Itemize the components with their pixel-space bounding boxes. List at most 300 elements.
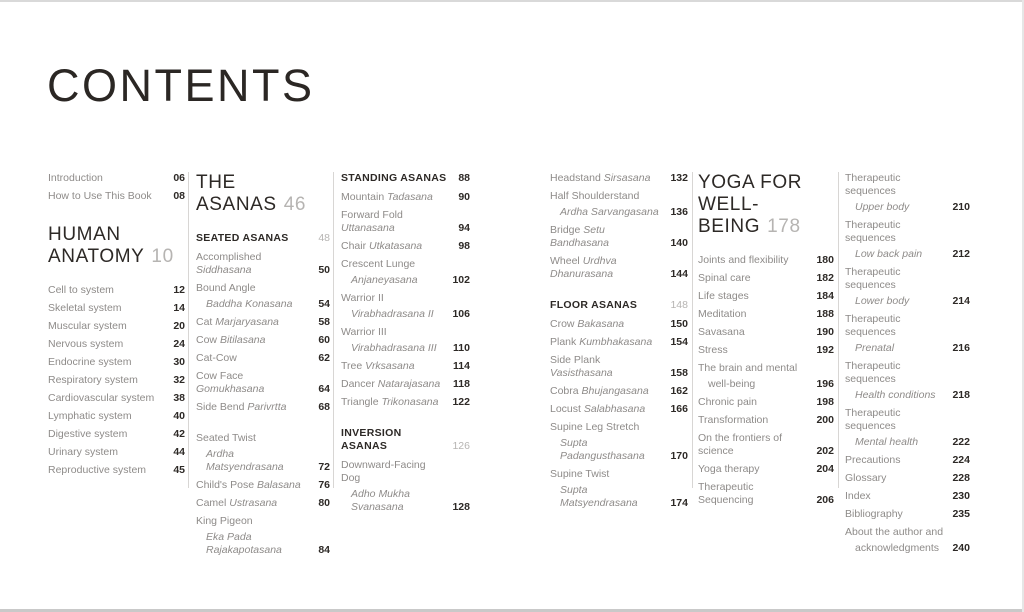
spacer bbox=[341, 414, 470, 427]
toc-entry-line: Bridge Setu Bandhasana bbox=[550, 224, 609, 249]
page-number: 38 bbox=[173, 392, 185, 404]
toc-entry-line: Joints and flexibility bbox=[698, 254, 789, 266]
toc-entry-subline: acknowledgments bbox=[855, 542, 940, 554]
toc-entry-line: Cell to system bbox=[48, 284, 114, 296]
toc-entry-line: Spinal care bbox=[698, 272, 751, 284]
page-number: 24 bbox=[173, 338, 185, 350]
page-number: 188 bbox=[816, 308, 834, 320]
toc-entry bbox=[48, 338, 185, 351]
toc-entry bbox=[550, 172, 688, 185]
toc-entry-text bbox=[698, 290, 810, 303]
toc-entry bbox=[341, 209, 470, 235]
toc-entry-text bbox=[845, 313, 946, 355]
toc-entry-line: Glossary bbox=[845, 472, 887, 484]
toc-entry bbox=[550, 421, 688, 463]
toc-entry-text bbox=[196, 282, 312, 311]
toc-entry bbox=[48, 190, 185, 203]
toc-column-4 bbox=[550, 172, 688, 515]
toc-entry-line: Chair Utkatasana bbox=[341, 240, 423, 252]
toc-entry-subline: Adho Mukha Svanasana bbox=[351, 488, 410, 513]
toc-entry-text bbox=[698, 396, 810, 409]
page-number: 48 bbox=[318, 232, 330, 244]
section-heading bbox=[698, 172, 834, 238]
toc-entry bbox=[196, 401, 330, 414]
toc-entry bbox=[341, 191, 470, 204]
page-title: CONTENTS bbox=[47, 60, 315, 111]
toc-entry-line: Nervous system bbox=[48, 338, 124, 350]
toc-entry-line: Bound Angle bbox=[196, 282, 256, 294]
toc-entry-line: Side Plank Vasisthasana bbox=[550, 354, 613, 379]
toc-entry bbox=[341, 459, 470, 514]
page-number: 44 bbox=[173, 446, 185, 458]
toc-entry bbox=[845, 490, 970, 503]
toc-entry-line: Crescent Lunge bbox=[341, 258, 416, 270]
page-number: 212 bbox=[952, 248, 970, 260]
toc-entry-line: Triangle Trikonasana bbox=[341, 396, 439, 408]
toc-entry-line: On the frontiers of science bbox=[698, 432, 783, 457]
toc-column-5 bbox=[698, 172, 834, 512]
section-heading bbox=[196, 172, 330, 216]
page-number: 90 bbox=[458, 191, 470, 203]
page-number: 58 bbox=[318, 316, 330, 328]
toc-entry-text bbox=[845, 472, 946, 485]
toc-subheading bbox=[341, 427, 470, 453]
page-number: 08 bbox=[173, 190, 185, 202]
toc-entry bbox=[341, 396, 470, 409]
toc-column-1 bbox=[48, 172, 185, 482]
toc-entry bbox=[341, 360, 470, 373]
toc-entry bbox=[845, 219, 970, 261]
toc-entry-subline: Low back pain bbox=[855, 248, 923, 260]
toc-entry bbox=[196, 497, 330, 510]
page-number: 200 bbox=[816, 414, 834, 426]
toc-entry-text bbox=[48, 190, 167, 203]
section-page-number: 46 bbox=[283, 194, 307, 215]
toc-entry bbox=[845, 454, 970, 467]
toc-subheading bbox=[341, 172, 470, 185]
toc-entry-line: Index bbox=[845, 490, 871, 502]
page-number: 204 bbox=[816, 463, 834, 475]
toc-entry-line: Therapeutic sequences bbox=[845, 219, 901, 244]
toc-entry bbox=[698, 272, 834, 285]
toc-entry-text bbox=[845, 266, 946, 308]
toc-entry-subline: Supta Matsyendrasana bbox=[560, 484, 638, 509]
toc-entry bbox=[698, 326, 834, 339]
toc-entry-line: Digestive system bbox=[48, 428, 128, 440]
toc-entry-line: Child's Pose Balasana bbox=[196, 479, 301, 491]
toc-entry-line: Camel Ustrasana bbox=[196, 497, 278, 509]
toc-entry-text bbox=[698, 344, 810, 357]
toc-entry-text bbox=[48, 374, 167, 387]
toc-entry bbox=[341, 240, 470, 253]
page-number: 180 bbox=[816, 254, 834, 266]
toc-entry-subline: Ardha Sarvangasana bbox=[560, 206, 659, 218]
toc-entry bbox=[196, 515, 330, 557]
page-number: 144 bbox=[670, 268, 688, 280]
toc-entry-line: Therapeutic sequences bbox=[845, 313, 901, 338]
toc-entry-text bbox=[550, 421, 664, 463]
page-number: 88 bbox=[458, 172, 470, 184]
toc-entry-line: Muscular system bbox=[48, 320, 127, 332]
toc-entry-line: Lymphatic system bbox=[48, 410, 132, 422]
page-number: 14 bbox=[173, 302, 185, 314]
toc-entry bbox=[196, 251, 330, 277]
toc-column-2 bbox=[196, 172, 330, 562]
toc-entry bbox=[845, 172, 970, 214]
toc-entry bbox=[196, 479, 330, 492]
toc-entry bbox=[698, 254, 834, 267]
toc-entry-text bbox=[196, 352, 312, 365]
toc-entry-text bbox=[550, 172, 664, 185]
toc-entry-subline: Upper body bbox=[855, 201, 910, 213]
toc-entry bbox=[845, 407, 970, 449]
toc-entry-line: Half Shoulderstand bbox=[550, 190, 640, 202]
toc-entry-text bbox=[845, 490, 946, 503]
toc-entry-subline: Supta Padangusthasana bbox=[560, 437, 645, 462]
page-number: 45 bbox=[173, 464, 185, 476]
toc-entry-line: Cow Face Gomukhasana bbox=[196, 370, 265, 395]
toc-entry bbox=[698, 362, 834, 391]
page-number: 30 bbox=[173, 356, 185, 368]
page-number: 228 bbox=[952, 472, 970, 484]
section-heading-line bbox=[196, 172, 330, 216]
column-divider bbox=[333, 172, 334, 488]
toc-entry bbox=[698, 308, 834, 321]
toc-entry-subline: Virabhadrasana II bbox=[351, 308, 434, 320]
toc-subheading-label: STANDING ASANAS bbox=[341, 172, 447, 184]
toc-entry-text bbox=[48, 464, 167, 477]
toc-entry bbox=[48, 374, 185, 387]
page-number: 06 bbox=[173, 172, 185, 184]
toc-entry-line: Chronic pain bbox=[698, 396, 757, 408]
toc-entry bbox=[550, 354, 688, 380]
page-number: 80 bbox=[318, 497, 330, 509]
toc-entry-subline: Prenatal bbox=[855, 342, 895, 354]
page-number: 230 bbox=[952, 490, 970, 502]
toc-entry-line: Cobra Bhujangasana bbox=[550, 385, 649, 397]
page-number: 106 bbox=[452, 308, 470, 320]
toc-entry-text bbox=[341, 292, 446, 321]
toc-entry-subline: Lower body bbox=[855, 295, 910, 307]
page-number: 166 bbox=[670, 403, 688, 415]
toc-entry bbox=[341, 258, 470, 287]
toc-entry-text bbox=[341, 191, 452, 204]
toc-entry bbox=[48, 392, 185, 405]
page-number: 50 bbox=[318, 264, 330, 276]
toc-entry-line: Locust Salabhasana bbox=[550, 403, 646, 415]
toc-entry-text bbox=[196, 515, 312, 557]
page-number: 198 bbox=[816, 396, 834, 408]
toc-entry-line: Transformation bbox=[698, 414, 769, 426]
section-heading-text: HUMAN bbox=[48, 224, 121, 245]
toc-subheading-label: FLOOR ASANAS bbox=[550, 299, 638, 311]
toc-entry bbox=[698, 290, 834, 303]
toc-entry-line: Urinary system bbox=[48, 446, 119, 458]
page-number: 150 bbox=[670, 318, 688, 330]
toc-entry bbox=[845, 508, 970, 521]
toc-entry-text bbox=[550, 336, 664, 349]
toc-entry-text bbox=[698, 432, 810, 458]
toc-entry-text bbox=[196, 316, 312, 329]
toc-entry bbox=[550, 224, 688, 250]
toc-entry-line: Warrior III bbox=[341, 326, 387, 338]
toc-entry bbox=[196, 432, 330, 474]
section-heading-line bbox=[698, 172, 834, 194]
toc-entry-text bbox=[196, 401, 312, 414]
toc-entry-line: Side Bend Parivrtta bbox=[196, 401, 287, 413]
toc-entry-text bbox=[196, 370, 312, 396]
toc-entry-text bbox=[48, 338, 167, 351]
toc-entry-line: Therapeutic Sequencing bbox=[698, 481, 754, 506]
toc-entry bbox=[698, 396, 834, 409]
toc-entry-text bbox=[550, 255, 664, 281]
page-number: 122 bbox=[452, 396, 470, 408]
toc-entry-text bbox=[196, 432, 312, 474]
page-number: 12 bbox=[173, 284, 185, 296]
toc-entry-subline: Virabhadrasana III bbox=[351, 342, 437, 354]
toc-entry-line: How to Use This Book bbox=[48, 190, 152, 202]
toc-entry bbox=[341, 378, 470, 391]
page-number: 196 bbox=[816, 378, 834, 390]
toc-entry-line: Downward-Facing Dog bbox=[341, 459, 426, 484]
page-number: 128 bbox=[452, 501, 470, 513]
spacer bbox=[550, 286, 688, 299]
toc-entry-line: Plank Kumbhakasana bbox=[550, 336, 653, 348]
toc-entry-line: Cow Bitilasana bbox=[196, 334, 266, 346]
toc-entry bbox=[341, 292, 470, 321]
page-number: 136 bbox=[670, 206, 688, 218]
page-number: 140 bbox=[670, 237, 688, 249]
toc-entry-subline: Mental health bbox=[855, 436, 919, 448]
toc-entry-text bbox=[698, 254, 810, 267]
toc-entry-line: Dancer Natarajasana bbox=[341, 378, 441, 390]
page-number: 216 bbox=[952, 342, 970, 354]
toc-entry bbox=[698, 481, 834, 507]
toc-entry-line: Headstand Sirsasana bbox=[550, 172, 651, 184]
page-number: 170 bbox=[670, 450, 688, 462]
toc-entry bbox=[48, 428, 185, 441]
toc-entry-text bbox=[48, 410, 167, 423]
toc-entry-text bbox=[698, 414, 810, 427]
page-number: 20 bbox=[173, 320, 185, 332]
toc-entry-text bbox=[845, 454, 946, 467]
page-edge-top bbox=[0, 0, 1024, 2]
page-number: 84 bbox=[318, 544, 330, 556]
toc-entry-text bbox=[341, 360, 447, 373]
toc-entry bbox=[550, 318, 688, 331]
page-number: 240 bbox=[952, 542, 970, 554]
section-heading-text: ANATOMY bbox=[48, 246, 145, 267]
toc-entry-text bbox=[698, 463, 810, 476]
toc-entry-line: Cat Marjaryasana bbox=[196, 316, 279, 328]
toc-entry-line: Tree Vrksasana bbox=[341, 360, 415, 372]
toc-entry bbox=[845, 526, 970, 555]
page-number: 32 bbox=[173, 374, 185, 386]
page-number: 202 bbox=[816, 445, 834, 457]
page-number: 114 bbox=[453, 360, 470, 372]
toc-entry-text bbox=[48, 446, 167, 459]
toc-entry bbox=[341, 326, 470, 355]
toc-entry-text bbox=[845, 219, 946, 261]
toc-subheading bbox=[196, 232, 330, 245]
toc-entry-line: Cat-Cow bbox=[196, 352, 237, 364]
toc-entry-subline: Eka Pada Rajakapotasana bbox=[206, 531, 282, 556]
toc-entry bbox=[550, 336, 688, 349]
toc-subheading-label: INVERSION ASANAS bbox=[341, 427, 402, 452]
toc-entry-line: Bibliography bbox=[845, 508, 903, 520]
page-number: 110 bbox=[453, 342, 470, 354]
toc-entry-line: Meditation bbox=[698, 308, 747, 320]
toc-entry bbox=[48, 320, 185, 333]
column-divider bbox=[838, 172, 839, 488]
toc-entry-line: Warrior II bbox=[341, 292, 384, 304]
toc-entry-line: Life stages bbox=[698, 290, 749, 302]
toc-entry-line: Forward Fold Uttanasana bbox=[341, 209, 403, 234]
section-page-number: 178 bbox=[767, 216, 801, 237]
toc-subheading-label: SEATED ASANAS bbox=[196, 232, 289, 244]
toc-entry-text bbox=[698, 326, 810, 339]
page-number: 42 bbox=[173, 428, 185, 440]
toc-entry bbox=[48, 410, 185, 423]
toc-entry-text bbox=[845, 508, 946, 521]
toc-entry-text bbox=[48, 320, 167, 333]
toc-entry bbox=[845, 313, 970, 355]
toc-entry-line: Supine Leg Stretch bbox=[550, 421, 640, 433]
toc-entry-text bbox=[550, 385, 664, 398]
page-number: 98 bbox=[458, 240, 470, 252]
toc-entry-text bbox=[550, 190, 664, 219]
toc-entry-line: Mountain Tadasana bbox=[341, 191, 433, 203]
toc-entry bbox=[698, 344, 834, 357]
toc-entry-text bbox=[550, 403, 664, 416]
page-number: 126 bbox=[452, 440, 470, 452]
page-number: 224 bbox=[952, 454, 970, 466]
page-number: 64 bbox=[318, 383, 330, 395]
section-heading-text: THE ASANAS bbox=[196, 172, 277, 215]
page-number: 222 bbox=[952, 436, 970, 448]
toc-entry-line: Introduction bbox=[48, 172, 103, 184]
toc-entry-line: Therapeutic sequences bbox=[845, 360, 901, 385]
toc-entry-text bbox=[196, 334, 312, 347]
page-number: 162 bbox=[670, 385, 688, 397]
toc-entry-line: Seated Twist bbox=[196, 432, 256, 444]
toc-entry bbox=[196, 316, 330, 329]
toc-entry-subline: well-being bbox=[708, 378, 756, 390]
column-divider bbox=[188, 172, 189, 488]
page-number: 102 bbox=[452, 274, 470, 286]
toc-entry-text bbox=[845, 526, 946, 555]
toc-entry bbox=[196, 352, 330, 365]
page-number: 54 bbox=[318, 298, 330, 310]
section-heading-line bbox=[698, 194, 834, 238]
page-number: 184 bbox=[816, 290, 834, 302]
toc-entry bbox=[845, 472, 970, 485]
toc-entry-text bbox=[341, 326, 447, 355]
toc-entry-subline: Anjaneyasana bbox=[351, 274, 418, 286]
page-number: 174 bbox=[670, 497, 688, 509]
toc-entry-text bbox=[341, 459, 446, 514]
toc-entry bbox=[48, 446, 185, 459]
page-number: 235 bbox=[952, 508, 970, 520]
section-heading bbox=[48, 224, 185, 268]
page-number: 182 bbox=[816, 272, 834, 284]
toc-entry-line: Crow Bakasana bbox=[550, 318, 625, 330]
page-number: 192 bbox=[816, 344, 834, 356]
toc-entry bbox=[550, 385, 688, 398]
page-number: 206 bbox=[816, 494, 834, 506]
toc-entry-line: Reproductive system bbox=[48, 464, 147, 476]
toc-entry-text bbox=[196, 479, 312, 492]
toc-entry-subline: Ardha Matsyendrasana bbox=[206, 448, 284, 473]
toc-entry-text bbox=[698, 362, 810, 391]
section-page-number: 10 bbox=[151, 246, 174, 267]
toc-entry-text bbox=[48, 392, 167, 405]
toc-entry bbox=[48, 284, 185, 297]
toc-entry bbox=[698, 414, 834, 427]
toc-entry-text bbox=[550, 468, 664, 510]
toc-entry bbox=[550, 468, 688, 510]
toc-entry-text bbox=[845, 407, 946, 449]
toc-entry-text bbox=[48, 302, 167, 315]
page-number: 214 bbox=[952, 295, 970, 307]
page-number: 118 bbox=[453, 378, 470, 390]
toc-entry-line: Therapeutic sequences bbox=[845, 172, 901, 197]
toc-entry-text bbox=[550, 354, 664, 380]
toc-entry-line: Savasana bbox=[698, 326, 745, 338]
toc-entry bbox=[550, 255, 688, 281]
toc-entry-text bbox=[48, 172, 167, 185]
toc-entry-text bbox=[698, 272, 810, 285]
toc-entry-line: Accomplished Siddhasana bbox=[196, 251, 262, 276]
page-number: 60 bbox=[318, 334, 330, 346]
toc-entry-subline: Health conditions bbox=[855, 389, 936, 401]
toc-entry bbox=[196, 334, 330, 347]
toc-entry bbox=[698, 432, 834, 458]
toc-entry bbox=[845, 266, 970, 308]
page-number: 218 bbox=[952, 389, 970, 401]
page-number: 62 bbox=[318, 352, 330, 364]
section-heading-line bbox=[48, 246, 185, 268]
page-number: 68 bbox=[318, 401, 330, 413]
spacer bbox=[196, 419, 330, 432]
toc-entry-line: Supine Twist bbox=[550, 468, 610, 480]
toc-entry-subline: Baddha Konasana bbox=[206, 298, 293, 310]
toc-entry-line: Wheel Urdhva Dhanurasana bbox=[550, 255, 617, 280]
spacer bbox=[48, 208, 185, 224]
toc-entry bbox=[48, 464, 185, 477]
page-number: 76 bbox=[318, 479, 330, 491]
page-number: 210 bbox=[952, 201, 970, 213]
toc-entry bbox=[196, 282, 330, 311]
toc-entry bbox=[196, 370, 330, 396]
toc-entry-text bbox=[698, 308, 810, 321]
toc-entry-text bbox=[341, 378, 447, 391]
toc-subheading bbox=[550, 299, 688, 312]
page-number: 148 bbox=[670, 299, 688, 311]
toc-entry-line: Respiratory system bbox=[48, 374, 138, 386]
toc-entry-text bbox=[845, 172, 946, 214]
page-number: 94 bbox=[458, 222, 470, 234]
toc-entry-line: Yoga therapy bbox=[698, 463, 760, 475]
toc-column-3 bbox=[341, 172, 470, 519]
toc-entry bbox=[845, 360, 970, 402]
toc-entry bbox=[48, 356, 185, 369]
toc-column-6 bbox=[845, 172, 970, 560]
toc-entry-text bbox=[196, 251, 312, 277]
page-number: 72 bbox=[318, 461, 330, 473]
page-number: 132 bbox=[670, 172, 688, 184]
toc-entry bbox=[48, 172, 185, 185]
